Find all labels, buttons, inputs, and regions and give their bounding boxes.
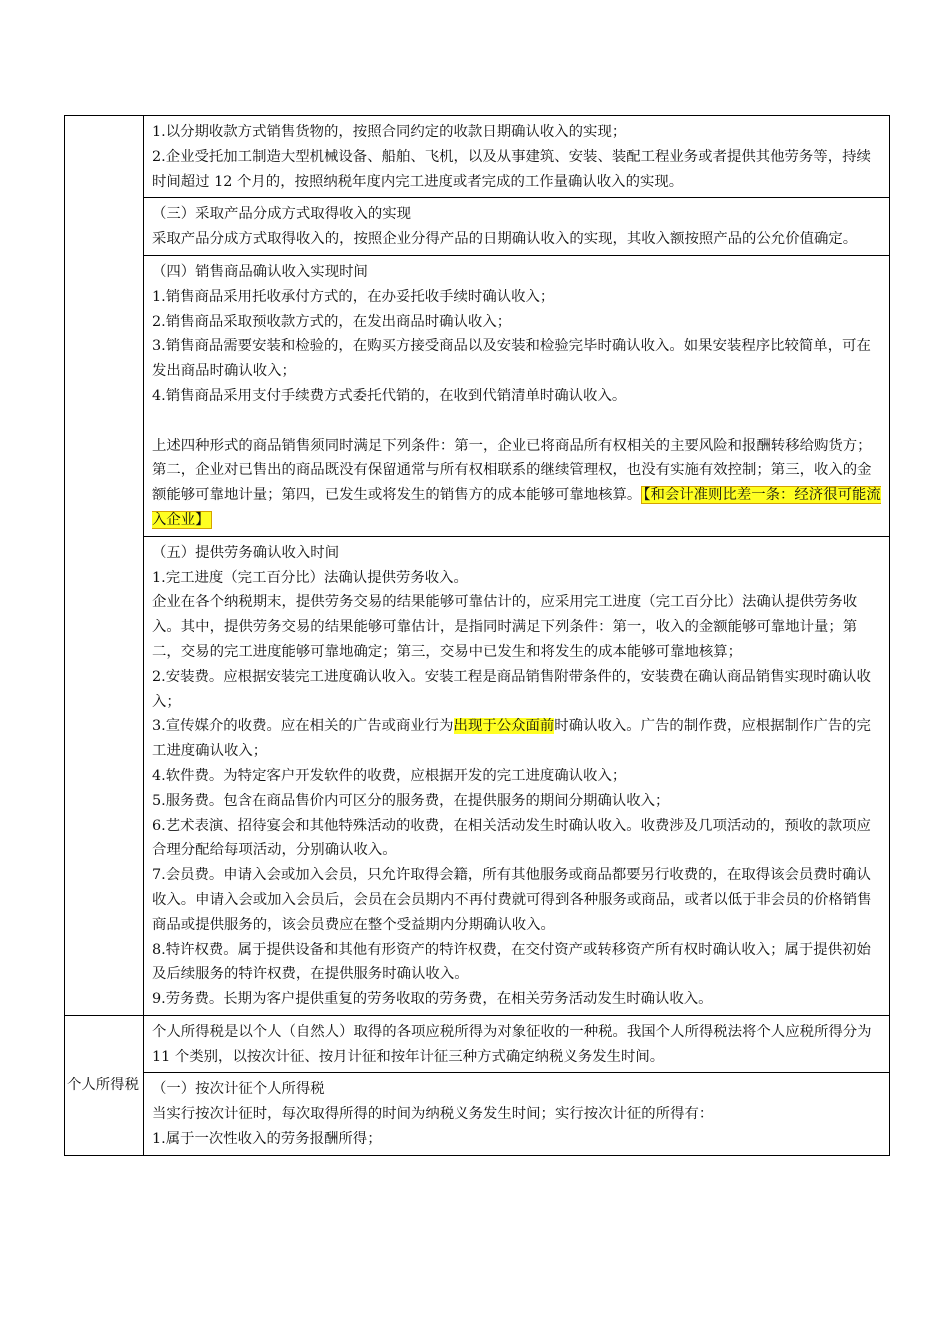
- text-line: 8.特许权费。属于提供设备和其他有形资产的特许权费，在交付资产或转移资产所有权时确认收入；属于提供初始及后续服务的特许权费，在提供服务时确认收入。: [152, 941, 871, 983]
- cell-services-timing: [144, 536, 890, 1015]
- conditions-paragraph: [152, 434, 881, 533]
- table-row: [65, 536, 890, 1015]
- cell-goods-sales-timing: [144, 255, 890, 536]
- text-line: 4.销售商品采用支付手续费方式委托代销的，在收到代销清单时确认收入。: [152, 387, 627, 404]
- text-line: 5.服务费。包含在商品售价内可区分的服务费，在提供服务的期间分期确认收入；: [152, 792, 670, 809]
- text-line: 3.销售商品需要安装和检验的，在购买方接受商品以及安装和检验完毕时确认收入。如果安装程序比较简单，可在发出商品时确认收入；: [152, 338, 871, 380]
- media-fee-text-pre: 3.宣传媒介的收费。应在相关的广告或商业行为: [152, 718, 454, 735]
- text-line: 2.安装费。应根据安装完工进度确认收入。安装工程是商品销售附带条件的，安装费在确认商品销售实现时确认收入；: [152, 668, 871, 710]
- text-line: 4.软件费。为特定客户开发软件的收费，应根据开发的完工进度确认收入；: [152, 767, 627, 784]
- text-line: 6.艺术表演、招待宴会和其他特殊活动的收费，在相关活动发生时确认收入。收费涉及几项活动的，预收的款项应合理分配给每项活动，分别确认收入。: [152, 817, 871, 859]
- text-line: 2.企业受托加工制造大型机械设备、船舶、飞机，以及从事建筑、安装、装配工程业务或者提供其他劳务等，持续时间超过 12 个月的，按照纳税年度内完工进度或者完成的工作量确认收入的实现。: [152, 148, 871, 190]
- tax-content-table: [64, 115, 890, 1156]
- row-category-empty: [65, 116, 144, 1016]
- text-line: 1.完工进度（完工百分比）法确认提供劳务收入。: [152, 569, 468, 586]
- section-heading: （四）销售商品确认收入实现时间: [152, 263, 368, 280]
- table-row: [65, 1015, 890, 1073]
- text-line: 企业在各个纳税期末，提供劳务交易的结果能够可靠估计的，应采用完工进度（完工百分比）法确认提供劳务收入。其中，提供劳务交易的结果能够可靠估计，是指同时满足下列条件：第一，收入的金额能够可靠地计量；第二，交易的完工进度能够可靠地确定；第三，交易中已发生和将发生的成本能够可靠地核算；: [152, 594, 858, 660]
- table-row: [65, 116, 890, 198]
- cell-iit-per-time: [144, 1073, 890, 1155]
- section-heading: （一）按次计征个人所得税: [152, 1081, 325, 1098]
- table-row: [65, 255, 890, 536]
- section-heading: （三）采取产品分成方式取得收入的实现: [152, 206, 412, 223]
- conditions-text: 上述四种形式的商品销售须同时满足下列条件：第一，企业已将商品所有权相关的主要风险和报酬转移给购货方；第二，企业对已售出的商品既没有保留通常与所有权相联系的继续管理权，也没有实施有效控制；第三，收入的金额能够可靠地计量；第四，已发生或将发生的销售方的成本能够可靠地核算。: [152, 437, 872, 504]
- text-line: 采取产品分成方式取得收入的，按照企业分得产品的日期确认收入的实现，其收入额按照产品的公允价值确定。: [152, 231, 858, 248]
- media-fee-text-post: 时确认收入。广告的制作费，应根据制作广告的完工进度确认收入；: [152, 718, 871, 760]
- row-category-label: 个人所得税: [65, 1015, 144, 1155]
- table-row: [65, 198, 890, 256]
- highlighted-note: 【和会计准则比差一条：经济很可能流入企业】: [152, 487, 881, 528]
- text-line: 个人所得税是以个人（自然人）取得的各项应税所得为对象征收的一种税。我国个人所得税法将个人应税所得分为 11 个类别，以按次计征、按月计征和按年计征三种方式确定纳税义务发生时间。: [152, 1023, 872, 1065]
- table-row: [65, 1073, 890, 1155]
- blank-line: [152, 409, 881, 434]
- text-line: 7.会员费。申请入会或加入会员，只允许取得会籍，所有其他服务或商品都要另行收费的，在取得该会员费时确认收入。申请入会或加入会员后，会员在会员期内不再付费就可得到各种服务或商品，或者以低于非会员的价格销售商品或提供服务的，该会员费应在整个受益期内分期确认收入。: [152, 867, 872, 933]
- text-line: 2.销售商品采取预收款方式的，在发出商品时确认收入；: [152, 313, 512, 330]
- text-line: 当实行按次计征时，每次取得所得的时间为纳税义务发生时间；实行按次计征的所得有：: [152, 1106, 714, 1123]
- cell-iit-intro: [144, 1015, 890, 1073]
- cell-product-sharing: [144, 198, 890, 256]
- media-fee-line: [152, 714, 881, 764]
- text-line: 1.以分期收款方式销售货物的，按照合同约定的收款日期确认收入的实现；: [152, 124, 627, 140]
- text-line: 1.销售商品采用托收承付方式的，在办妥托收手续时确认收入；: [152, 288, 555, 305]
- highlighted-phrase: 出现于公众面前: [453, 718, 555, 735]
- text-line: 1.属于一次性收入的劳务报酬所得；: [152, 1131, 382, 1148]
- cell-installment-sales: [144, 116, 890, 198]
- section-heading: （五）提供劳务确认收入时间: [152, 544, 340, 561]
- text-line: 9.劳务费。长期为客户提供重复的劳务收取的劳务费，在相关劳务活动发生时确认收入。: [152, 991, 713, 1008]
